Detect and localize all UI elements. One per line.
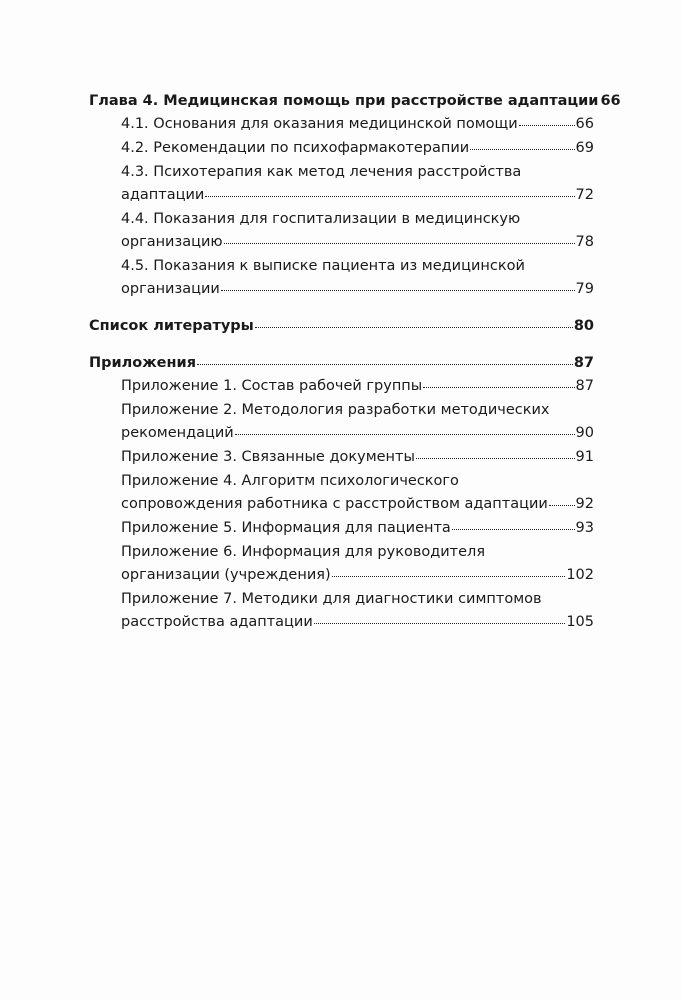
toc-entry-appendix-2[interactable] bbox=[89, 399, 594, 445]
toc-entry-title-line-1: 4.4. Показания для госпитализации в медицинскую bbox=[121, 211, 521, 227]
toc-entry-title: 4.2. Рекомендации по психофармакотерапии bbox=[121, 140, 470, 156]
dot-leader bbox=[314, 612, 566, 627]
toc-group-references bbox=[89, 315, 594, 338]
dot-leader bbox=[255, 316, 573, 331]
toc-entry-title-line-1: Приложение 2. Методология разработки методических bbox=[121, 402, 550, 418]
toc-entry-appendix-1[interactable] bbox=[89, 375, 594, 398]
toc-entry-title: Приложение 1. Состав рабочей группы bbox=[121, 378, 423, 394]
toc-entry-appendix-4[interactable] bbox=[89, 470, 594, 516]
toc-page-number: 66 bbox=[600, 93, 621, 109]
toc-entry-title-line-2: сопровождения работника с расстройством адаптации bbox=[121, 496, 548, 512]
toc-entry-title-line-1: Приложение 4. Алгоритм психологического bbox=[121, 473, 459, 489]
toc-entry-title-line-2: организации bbox=[121, 281, 220, 297]
toc-page-number: 78 bbox=[575, 234, 594, 250]
dot-leader bbox=[205, 185, 574, 200]
toc-group-appendices bbox=[89, 352, 594, 634]
toc-page-number: 87 bbox=[575, 378, 594, 394]
dot-leader bbox=[221, 279, 575, 294]
toc-entry-4-3[interactable] bbox=[89, 161, 594, 207]
dot-leader bbox=[519, 114, 575, 129]
toc-entry-title: Приложения bbox=[89, 355, 197, 371]
dot-leader bbox=[224, 232, 575, 247]
toc-entry-references[interactable] bbox=[89, 315, 594, 338]
toc-entry-title-line-1: 4.3. Психотерапия как метод лечения расстройства bbox=[121, 164, 522, 180]
dot-leader bbox=[549, 494, 575, 509]
toc-entry-title: Глава 4. Медицинская помощь при расстройстве адаптации bbox=[89, 93, 599, 109]
toc-entry-title: Приложение 5. Информация для пациента bbox=[121, 520, 451, 536]
toc-entry-title-line-1: Приложение 6. Информация для руководителя bbox=[121, 544, 486, 560]
dot-leader bbox=[197, 353, 573, 368]
toc-page-number: 66 bbox=[575, 116, 594, 132]
toc-page-number: 92 bbox=[575, 496, 594, 512]
toc-entry-4-2[interactable] bbox=[89, 137, 594, 160]
toc-entry-title-line-2: рекомендаций bbox=[121, 425, 234, 441]
toc-entry-title-line-2: организацию bbox=[121, 234, 223, 250]
toc-page-number: 105 bbox=[566, 614, 594, 630]
toc-page-number: 87 bbox=[573, 355, 594, 371]
toc-page-number: 69 bbox=[575, 140, 594, 156]
toc-page-number: 72 bbox=[575, 187, 594, 203]
toc-page-number: 80 bbox=[573, 318, 594, 334]
toc-entry-appendix-5[interactable] bbox=[89, 517, 594, 540]
dot-leader bbox=[470, 138, 574, 153]
toc-entry-4-5[interactable] bbox=[89, 255, 594, 301]
dot-leader bbox=[235, 423, 575, 438]
toc-page-number: 90 bbox=[575, 425, 594, 441]
toc-entry-title-line-1: 4.5. Показания к выписке пациента из медицинской bbox=[121, 258, 525, 274]
dot-leader bbox=[452, 518, 575, 533]
toc-page-number: 93 bbox=[575, 520, 594, 536]
toc-entry-chapter-4[interactable] bbox=[89, 90, 621, 113]
table-of-contents bbox=[89, 90, 621, 634]
toc-entry-title-line-2: расстройства адаптации bbox=[121, 614, 313, 630]
toc-page-number: 91 bbox=[575, 449, 594, 465]
toc-entry-title-line-2: организации (учреждения) bbox=[121, 567, 331, 583]
toc-entry-appendix-3[interactable] bbox=[89, 446, 594, 469]
toc-entry-title: 4.1. Основания для оказания медицинской помощи bbox=[121, 116, 518, 132]
toc-entry-4-1[interactable] bbox=[89, 113, 594, 136]
toc-entry-title-line-1: Приложение 7. Методики для диагностики симптомов bbox=[121, 591, 542, 607]
toc-entry-title: Список литературы bbox=[89, 318, 254, 334]
dot-leader bbox=[423, 376, 574, 391]
toc-page-number: 102 bbox=[566, 567, 594, 583]
toc-entry-title-line-2: адаптации bbox=[121, 187, 205, 203]
toc-entry-appendix-7[interactable] bbox=[89, 588, 594, 634]
toc-entry-4-4[interactable] bbox=[89, 208, 594, 254]
toc-entry-title: Приложение 3. Связанные документы bbox=[121, 449, 415, 465]
toc-group-chapter-4 bbox=[89, 90, 621, 301]
toc-entry-appendix-6[interactable] bbox=[89, 541, 594, 587]
dot-leader bbox=[332, 565, 566, 580]
toc-page-number: 79 bbox=[575, 281, 594, 297]
dot-leader bbox=[416, 447, 575, 462]
toc-entry-appendices[interactable] bbox=[89, 352, 594, 375]
